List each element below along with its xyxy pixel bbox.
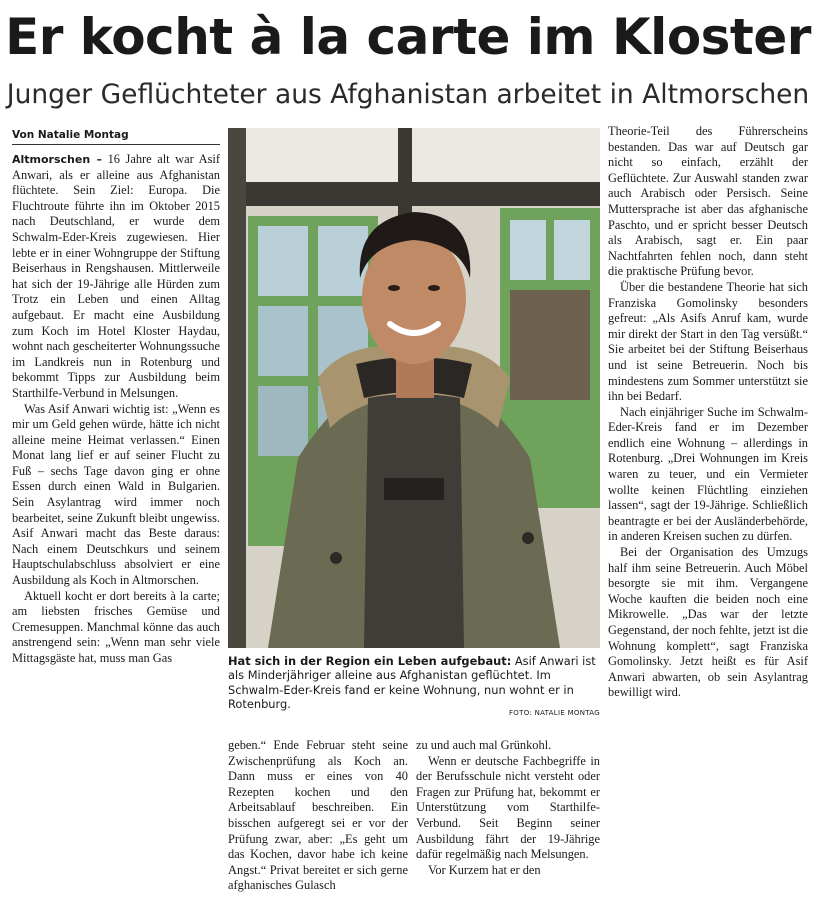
byline: Von Natalie Montag <box>12 128 220 145</box>
paragraph <box>12 152 220 402</box>
caption-text: Asif Anwari ist als Minderjähriger alleine aus Afghanistan geflüchtet. Im Schwalm-Eder-Kreis fand er keine Wohnung, nun wohnt er in Rotenburg. <box>228 654 596 712</box>
photo-caption <box>228 654 600 712</box>
subheadline: Junger Geflüchteter aus Afghanistan arbeitet in Altmorschen <box>6 79 810 110</box>
paragraph: Aktuell kocht er dort bereits à la carte; am liebsten frisches Gemüse und Cremesuppen. Manchmal könne das auch anstrengend sein: „Wenn man sehr viele Mittagsgäste hat, muss man Gas <box>12 588 220 665</box>
paragraph: Vor Kurzem hat er den <box>428 862 541 877</box>
paragraph: Wenn er deutsche Fachbegriffe in der Berufsschule nicht versteht oder Fragen zur Prüfung hat, bekommt er Unterstützung vom Starthilfe-Verbund. Seit Beginn seiner Ausbildung fährt der 19-Jährige dafür regelmäßig nach Melsungen. <box>416 753 600 862</box>
dateline: Altmorschen – <box>12 153 102 166</box>
article-column-4 <box>608 124 808 916</box>
article-column-1 <box>12 152 220 916</box>
headline: Er kocht à la carte im Kloster <box>5 8 811 66</box>
paragraph: Nach einjähriger Suche im Schwalm-Eder-Kreis fand er im Dezember endlich eine Wohnung – allerdings in Rotenburg. „Drei Wohnungen im Kreis waren zu teuer, und ein Vermieter wollte keinen Flüchtling einziehen lassen“, sagt der 19-Jährige. Schließlich beantragte er bei der Ausländerbehörde, in anderen Kreisen suchen zu dürfen. <box>608 404 808 544</box>
paragraph-text: 16 Jahre alt war Asif Anwari, als er alleine aus Afghanistan flüchtete. Sein Ziel: Europa. Die Fluchtroute führte ihn im Oktober 2015 nach Deutschland, er wurde dem Schwalm-Eder-Kreis zugewiesen. Hier lebte er in einer Wohngruppe der Stiftung Beiserhaus in Rengshausen. Mittlerweile hat sich der 19-Jährige alle Hürden zum Trotz ein Leben und einen Alltag aufgebaut. Er macht eine Ausbildung zum Koch im Hotel Kloster Haydau, wohnt nach gescheiterter Wohnungssuche im Landkreis nun in Rotenburg und bekommt Tipps zur Ausbildung beim Starthilfe-Verbund in Melsungen. <box>12 152 220 400</box>
article-column-3 <box>416 738 600 916</box>
paragraph: Theorie-Teil des Führerscheins bestanden. Das war auf Deutsch gar nicht so einfach, erzählt der Geflüchtete. Zur Auswahl standen zwar auch Arabisch oder Persisch. Seine Muttersprache ist aber das afghanische Paschto, und er spricht besser Deutsch als Arabisch, sagt er. Ein paar Nachtfahrten fehlen noch, dann steht die praktische Prüfung bevor. <box>608 124 808 279</box>
photo-credit: FOTO: NATALIE MONTAG <box>508 709 600 717</box>
paragraph: Über die bestandene Theorie hat sich Franziska Gomolinsky besonders gefreut: „Als Asifs Anruf kam, wurde mir direkt der Start in den Tag versüßt.“ Sie arbeitet bei der Stiftung Beiserhaus und ist seine Betreuerin. Noch bis mindestens zum Sommer unterstützt sie ihn bei Bedarf. <box>608 279 808 404</box>
article-photo <box>228 128 600 648</box>
paragraph: geben.“ Ende Februar steht seine Zwischenprüfung als Koch an. Dann muss er eines von 40 Rezepten kochen und den Arbeitsablauf beschreiben. Ein bisschen aufgeregt sei er vor der Prüfung zwar, aber: „Es geht um das Kochen, davor habe ich keine Angst.“ Privat bereitet er sich gerne afghanisches Gulasch <box>228 738 408 893</box>
caption-lead: Hat sich in der Region ein Leben aufgebaut: <box>228 654 512 668</box>
paragraph: zu und auch mal Grünkohl. <box>416 738 552 752</box>
paragraph: Was Asif Anwari wichtig ist: „Wenn es mir um Geld gehen würde, hätte ich nicht alleine meine Heimat verlassen.“ Einen Monat lang lief er auf seiner Flucht zu Fuß – sechs Tage davon ging er ohne Essen durch einen Wald in Bulgarien. Sein Asylantrag wird immer noch bearbeitet, seine Zukunft bleibt ungewiss. Asif Anwari macht das Beste daraus: Nach einem Deutschkurs und seinem Hauptschulabschluss absolviert er eine Ausbildung als Koch in Altmorschen. <box>12 401 220 588</box>
portrait-photo-icon <box>228 128 600 648</box>
paragraph: Bei der Organisation des Umzugs half ihm seine Betreuerin. Auch Möbel besorgte sie mit ihm. Vergangene Woche kauften die beiden noch eine Mikrowelle. „Das war der letzte Gegenstand, der noch fehlte, jetzt ist die Wohnung komplett“, sagt Franziska Gomolinsky. Jetzt heißt es für Asif Anwari abwarten, ob sein Asylantrag bewilligt wird. <box>608 545 808 700</box>
article-column-2 <box>228 738 408 916</box>
